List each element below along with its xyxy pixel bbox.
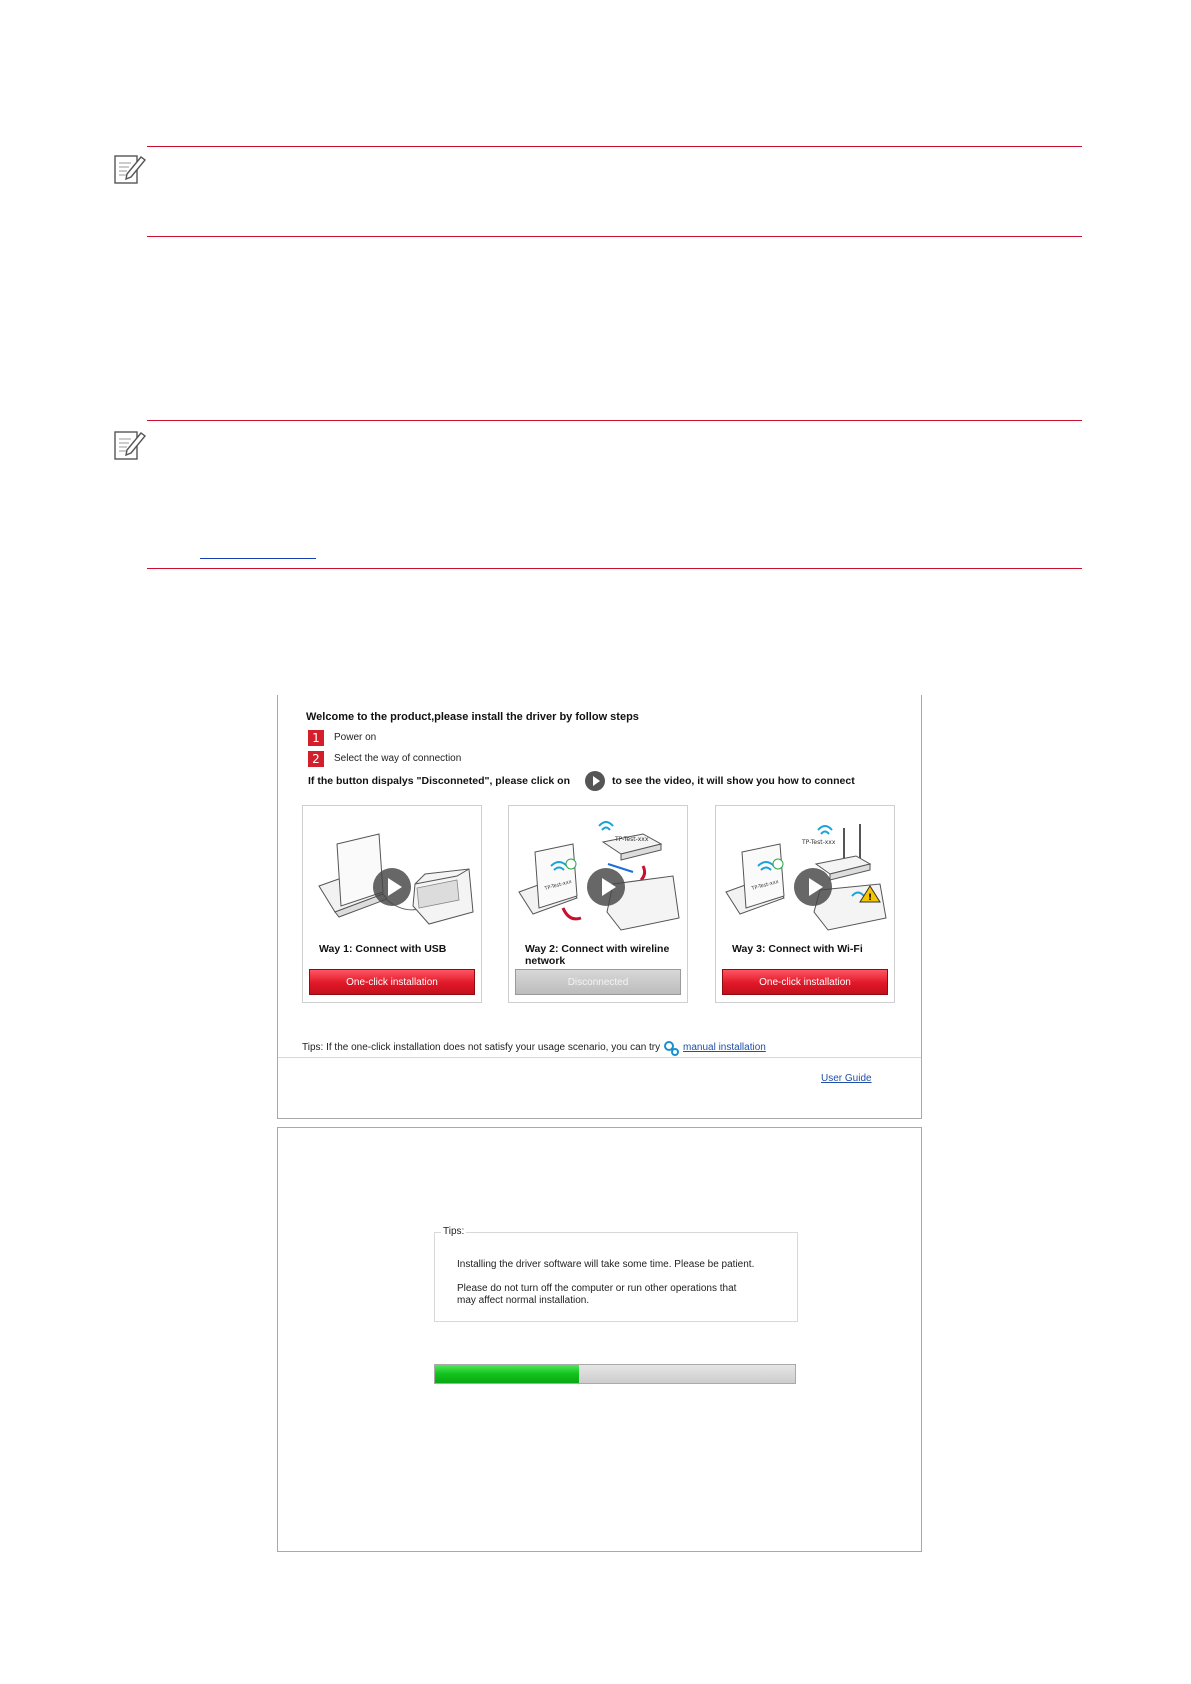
card-label: Way 3: Connect with Wi-Fi [732,943,863,955]
play-video-icon[interactable] [585,771,605,791]
divider [278,1057,921,1058]
install-progress-bar [434,1364,796,1384]
router-ssid-label: TP-Test-xxx [543,878,573,892]
tips-title: Tips: [443,1226,465,1237]
step-label: Power on [334,732,377,743]
card-label: Way 2: Connect with wireline network [525,943,670,967]
svg-text:!: ! [868,893,873,903]
hyperlink-underline[interactable] [200,558,316,559]
router-ssid-label: TP-Test-xxx [750,878,780,892]
hint-text-continued: to see the video, it will show you how to connect [612,775,855,787]
manual-installation-link[interactable]: manual installation [683,1042,766,1053]
connection-card-wired [508,805,688,1003]
step-label: Select the way of connection [334,753,462,764]
play-video-icon[interactable] [794,868,832,906]
router-ssid-label: TP-Test-xxx [615,836,649,843]
step-badge: 1 [308,730,324,746]
note-bottom-rule [147,568,1082,569]
note-bottom-rule [147,236,1082,237]
connection-card-wifi [715,805,895,1003]
tips-text: Tips: If the one-click installation does not satisfy your usage scenario, you can try [302,1042,661,1053]
one-click-install-button[interactable]: One-click installation [722,969,888,995]
progress-fill [435,1365,579,1383]
tips-line: Installing the driver software will take some time. Please be patient. [457,1259,755,1270]
hint-text: If the button dispalys "Disconneted", please click on [308,775,571,787]
disconnected-button[interactable]: Disconnected [515,969,681,995]
play-video-icon[interactable] [373,868,411,906]
note-icon [113,428,147,462]
one-click-install-button[interactable]: One-click installation [309,969,475,995]
note-icon [113,152,147,186]
note-top-rule [147,146,1082,147]
user-guide-link[interactable]: User Guide [821,1073,872,1084]
play-video-icon[interactable] [587,868,625,906]
note-top-rule [147,420,1082,421]
welcome-title: Welcome to the product,please install the driver by follow steps [306,711,639,723]
gear-icon[interactable] [663,1040,679,1056]
card-label: Way 1: Connect with USB [319,943,447,955]
installer-window-connection [277,695,922,1119]
step-badge: 2 [308,751,324,767]
tips-box [434,1226,798,1322]
tips-line: Please do not turn off the computer or run other operations that may affect normal installation. [457,1283,737,1306]
router-ssid-label: TP-Test-xxx [802,839,836,846]
connection-card-usb [302,805,482,1003]
installer-window-progress [277,1127,922,1552]
